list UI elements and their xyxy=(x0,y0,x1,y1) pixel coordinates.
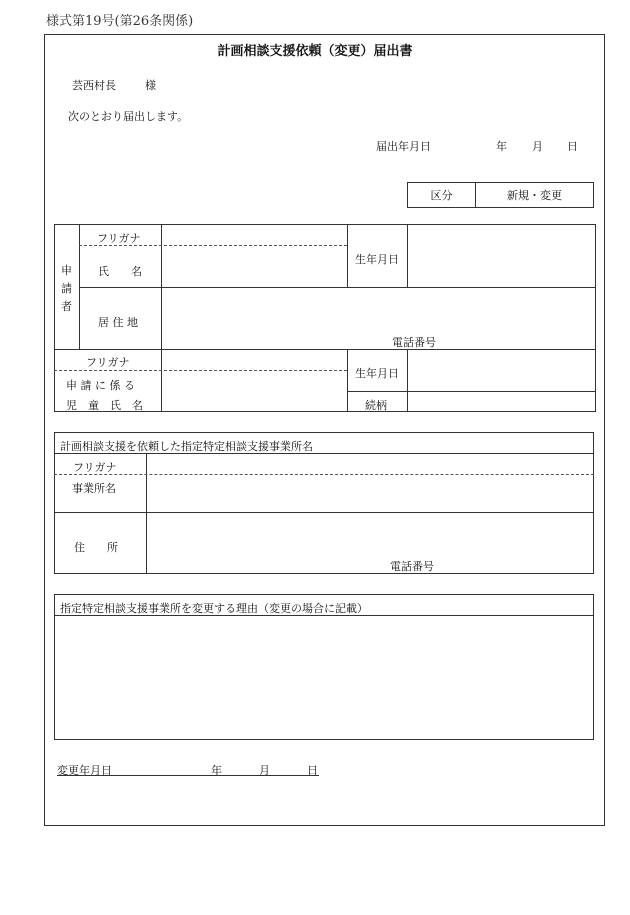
applicant-address-field[interactable] xyxy=(163,289,594,333)
child-furigana-field[interactable] xyxy=(163,351,345,368)
page-title: 計画相談支援依頼（変更）届出書 xyxy=(217,44,413,59)
reason-header: 指定特定相談支援事業所を変更する理由（変更の場合に記載） xyxy=(60,602,368,615)
form-number: 様式第19号(第26条関係) xyxy=(46,14,194,29)
child-relation-field[interactable] xyxy=(409,393,594,410)
addressee-honorific: 様 xyxy=(145,79,156,92)
office-header: 計画相談支援を依頼した指定特定相談支援事業所名 xyxy=(60,440,313,453)
child-furigana-label: フリガナ xyxy=(86,356,130,369)
applicant-side-label: 申 請 者 xyxy=(61,264,72,313)
office-address-field[interactable] xyxy=(148,514,592,556)
change-date-day[interactable]: 日 xyxy=(307,764,318,777)
office-furigana-label: フリガナ xyxy=(73,461,117,474)
filing-date-label: 届出年月日 xyxy=(376,140,431,153)
change-date-month[interactable]: 月 xyxy=(259,764,270,777)
reason-field[interactable] xyxy=(56,617,592,738)
applicant-furigana-label: フリガナ xyxy=(97,232,141,245)
child-label-line2: 児 童 氏 名 xyxy=(66,399,143,412)
child-name-field[interactable] xyxy=(163,372,345,410)
child-birth-field[interactable] xyxy=(409,351,594,389)
change-date-label: 変更年月日 xyxy=(57,764,112,777)
applicant-birth-field[interactable] xyxy=(409,226,594,285)
office-phone-label: 電話番号 xyxy=(390,560,434,573)
applicant-address-label: 居 住 地 xyxy=(98,316,138,329)
office-name-label: 事業所名 xyxy=(72,482,116,495)
applicant-name-field[interactable] xyxy=(163,248,345,285)
applicant-furigana-field[interactable] xyxy=(163,227,345,244)
office-name-field[interactable] xyxy=(148,476,592,510)
child-relation-label: 続柄 xyxy=(365,399,387,412)
filing-date-year[interactable]: 年 xyxy=(496,140,507,153)
intro-text: 次のとおり届出します。 xyxy=(68,110,189,123)
change-date-year[interactable]: 年 xyxy=(211,764,222,777)
category-table xyxy=(407,182,594,208)
category-value[interactable]: 新規・変更 xyxy=(476,183,594,208)
applicant-name-label: 氏 名 xyxy=(98,265,142,278)
category-label: 区分 xyxy=(408,183,476,208)
office-address-label: 住 所 xyxy=(74,541,118,554)
office-furigana-field[interactable] xyxy=(148,455,592,472)
applicant-birth-label: 生年月日 xyxy=(355,253,399,266)
filing-date-month[interactable]: 月 xyxy=(532,140,543,153)
change-date-underline xyxy=(57,775,319,776)
child-birth-label: 生年月日 xyxy=(355,367,399,380)
applicant-phone-label: 電話番号 xyxy=(392,336,436,349)
child-label-line1: 申 請 に 係 る xyxy=(66,379,135,392)
filing-date-day[interactable]: 日 xyxy=(567,140,578,153)
addressee-name: 芸西村長 xyxy=(72,79,116,92)
